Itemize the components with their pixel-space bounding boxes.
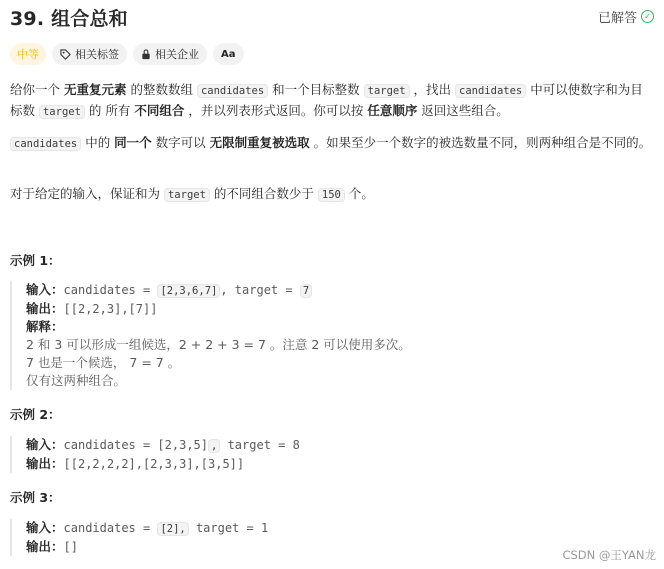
watermark: CSDN @王YAN龙 <box>562 548 656 562</box>
related-tags-label: 相关标签 <box>75 48 119 61</box>
example-1-block: 输入：candidates = [2,3,6,7] , target = 7 输出：[[2,2,3],[7]] 解释： 2 和 3 可以形成一组候选，2 + 2 + 3 = 7 。注意 2 可以使用多次。 7 也是一个候选， 7 = 7 。 仅有这两种组合。 <box>10 281 411 390</box>
description-paragraph-2: candidates 中的 同一个 数字可以 无限制重复被选取 。如果至少一个数字的被选数量不同，则两种组合是不同的。 <box>10 133 655 154</box>
example-3-heading: 示例 3： <box>10 490 61 505</box>
related-companies-button[interactable] <box>133 43 207 65</box>
description-paragraph-3: 对于给定的输入，保证和为 target 的不同组合数少于 150 个。 <box>10 186 374 201</box>
description-paragraph-1: 给你一个 无重复元素 的整数数组 candidates 和一个目标整数 target ，找出 candidates 中可以使数字和为目标数 target 的 所有 不同组合 ，并以列表形式返回。你可以按 任意顺序 返回这些组合。 <box>10 82 643 118</box>
related-tags-button[interactable] <box>52 43 127 65</box>
example-3-block: 输入：candidates = [2], target = 1 输出：[] <box>10 519 268 556</box>
solved-label: 已解答 <box>597 11 637 26</box>
solved-status <box>598 7 654 26</box>
related-companies-label: 相关企业 <box>155 48 199 61</box>
tag-icon <box>60 49 71 60</box>
example-2-heading: 示例 2： <box>10 407 61 422</box>
example-1-heading: 示例 1： <box>10 253 61 268</box>
translate-icon: Aa <box>221 48 236 60</box>
difficulty-badge: 中等 <box>10 43 46 65</box>
problem-title: 39. 组合总和 <box>10 8 128 30</box>
check-circle-icon: ✓ <box>641 10 654 23</box>
font-size-button[interactable] <box>213 43 244 65</box>
lock-icon <box>141 49 151 60</box>
tag-bar <box>10 43 244 65</box>
example-2-block: 输入：candidates = [2,3,5] , target = 8 输出：[[2,2,2,2],[2,3,3],[3,5]] <box>10 436 300 473</box>
